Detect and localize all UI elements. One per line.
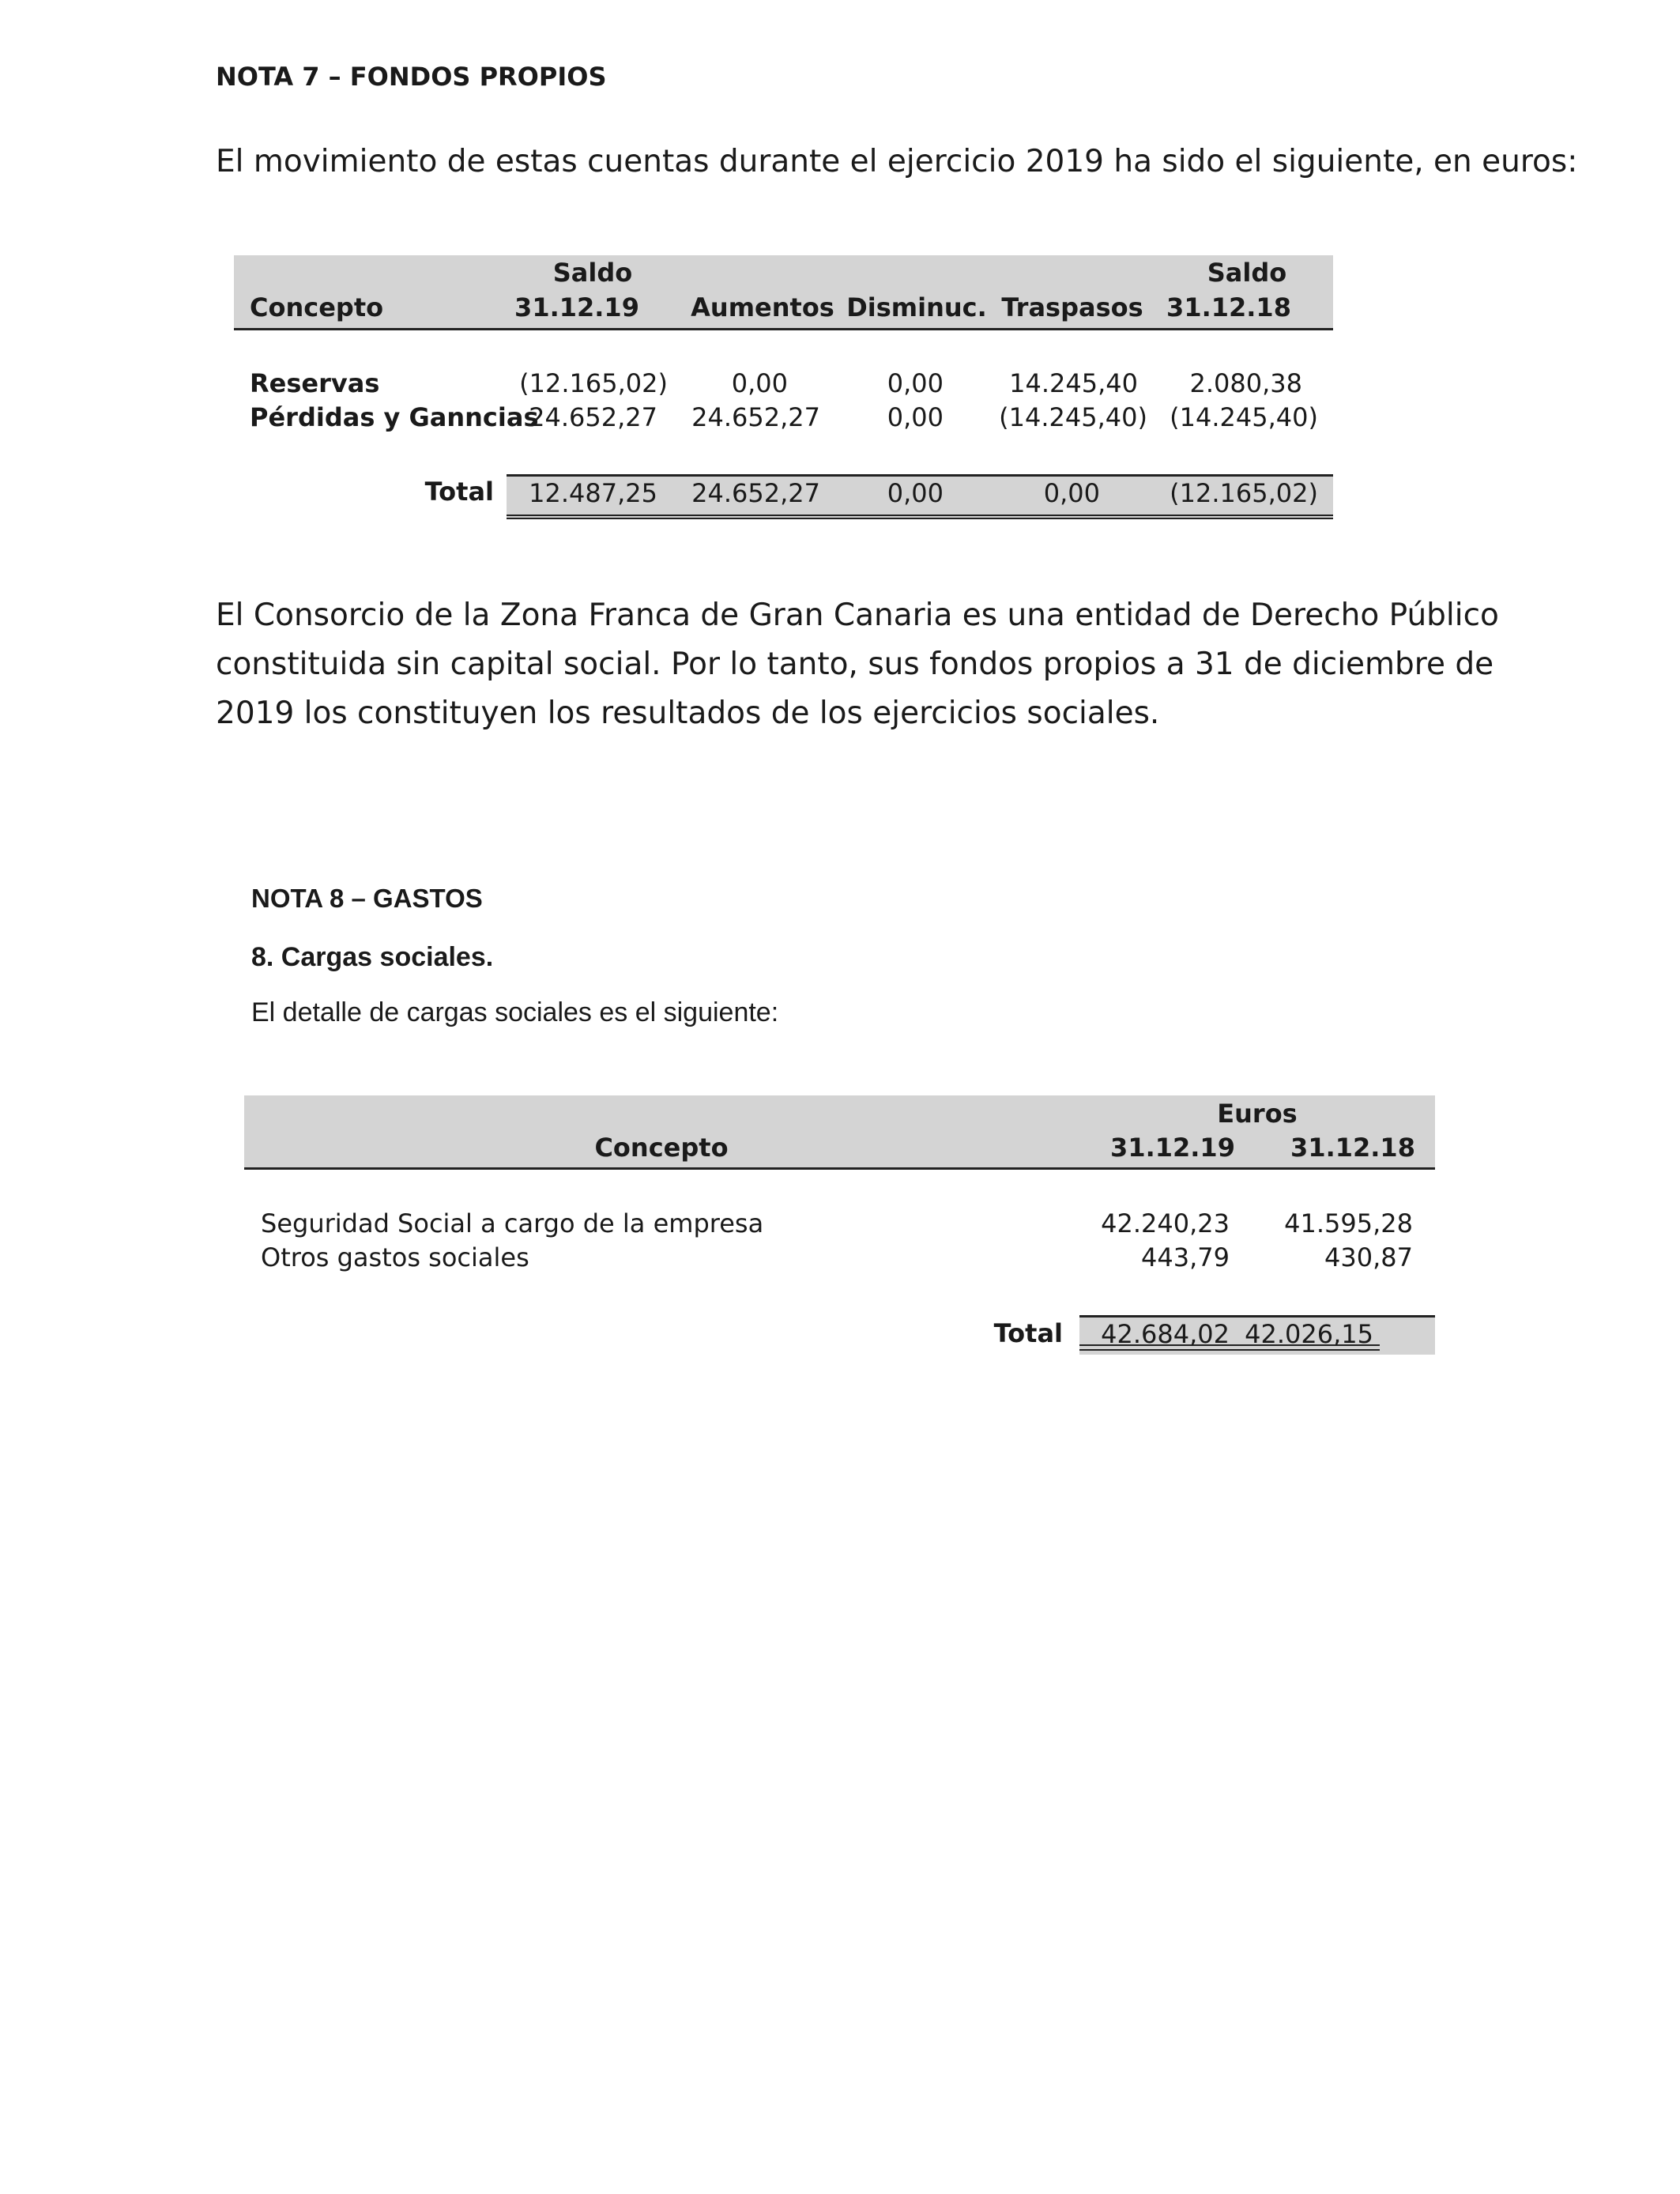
header-saldo-1: Saldo: [552, 258, 633, 288]
total-saldo-1: 12.487,25: [529, 478, 657, 508]
row-seguridad-v1: 42.240,23: [1101, 1208, 1230, 1238]
nota7-intro: El movimiento de estas cuentas durante el ejercicio 2019 ha sido el siguiente, en euros:: [216, 144, 1578, 179]
row-reservas-concepto: Reservas: [250, 368, 380, 398]
header-date-2: 31.12.18: [1166, 292, 1291, 322]
row-reservas-saldo-1: (12.165,02): [519, 368, 668, 398]
nota8-heading: NOTA 8 – GASTOS: [251, 884, 483, 913]
header-concepto-2: Concepto: [594, 1133, 729, 1163]
total-traspasos: 0,00: [1043, 478, 1100, 508]
total-saldo-2: (12.165,02): [1170, 478, 1318, 508]
row-perdidas-concepto: Pérdidas y Ganncias: [250, 402, 539, 432]
total-disminuc: 0,00: [887, 478, 944, 508]
nota7-paragraph: [216, 591, 1499, 738]
row-perdidas-traspasos: (14.245,40): [999, 402, 1147, 432]
header-traspasos: Traspasos: [1001, 292, 1143, 322]
total-v1: 42.684,02: [1101, 1319, 1230, 1349]
header-disminuc: Disminuc.: [846, 292, 987, 322]
paragraph-line: El Consorcio de la Zona Franca de Gran Canaria es una entidad de Derecho Público: [216, 598, 1499, 633]
header-date-1: 31.12.19: [514, 292, 639, 322]
header-date-2-2: 31.12.18: [1290, 1133, 1415, 1163]
row-otros-v2: 430,87: [1324, 1242, 1413, 1272]
nota7-heading: NOTA 7 – FONDOS PROPIOS: [216, 62, 607, 92]
header-concepto: Concepto: [250, 292, 384, 322]
nota8-intro: El detalle de cargas sociales es el siguiente:: [251, 997, 779, 1027]
total-aumentos: 24.652,27: [691, 478, 820, 508]
row-seguridad-concepto: Seguridad Social a cargo de la empresa: [261, 1208, 764, 1238]
header-date-1-2: 31.12.19: [1110, 1133, 1235, 1163]
row-reservas-saldo-2: 2.080,38: [1189, 368, 1302, 398]
header-aumentos: Aumentos: [691, 292, 834, 322]
row-perdidas-disminuc: 0,00: [887, 402, 944, 432]
nota8-subheading: 8. Cargas sociales.: [251, 942, 494, 972]
paragraph-line: constituida sin capital social. Por lo tanto, sus fondos propios a 31 de diciembre de: [216, 647, 1494, 682]
row-perdidas-aumentos: 24.652,27: [691, 402, 820, 432]
paragraph-line: 2019 los constituyen los resultados de los ejercicios sociales.: [216, 696, 1160, 731]
row-reservas-traspasos: 14.245,40: [1009, 368, 1138, 398]
row-perdidas-saldo-1: 24.652,27: [529, 402, 657, 432]
row-reservas-disminuc: 0,00: [887, 368, 944, 398]
total-label: Total: [424, 477, 494, 507]
total-v2: 42.026,15: [1245, 1319, 1373, 1349]
total-label-2: Total: [993, 1318, 1063, 1348]
header-saldo-2: Saldo: [1207, 258, 1287, 288]
row-reservas-aumentos: 0,00: [731, 368, 788, 398]
row-otros-concepto: Otros gastos sociales: [261, 1242, 529, 1272]
row-seguridad-v2: 41.595,28: [1284, 1208, 1413, 1238]
row-otros-v1: 443,79: [1141, 1242, 1230, 1272]
row-perdidas-saldo-2: (14.245,40): [1170, 402, 1318, 432]
header-euros: Euros: [1217, 1099, 1298, 1129]
